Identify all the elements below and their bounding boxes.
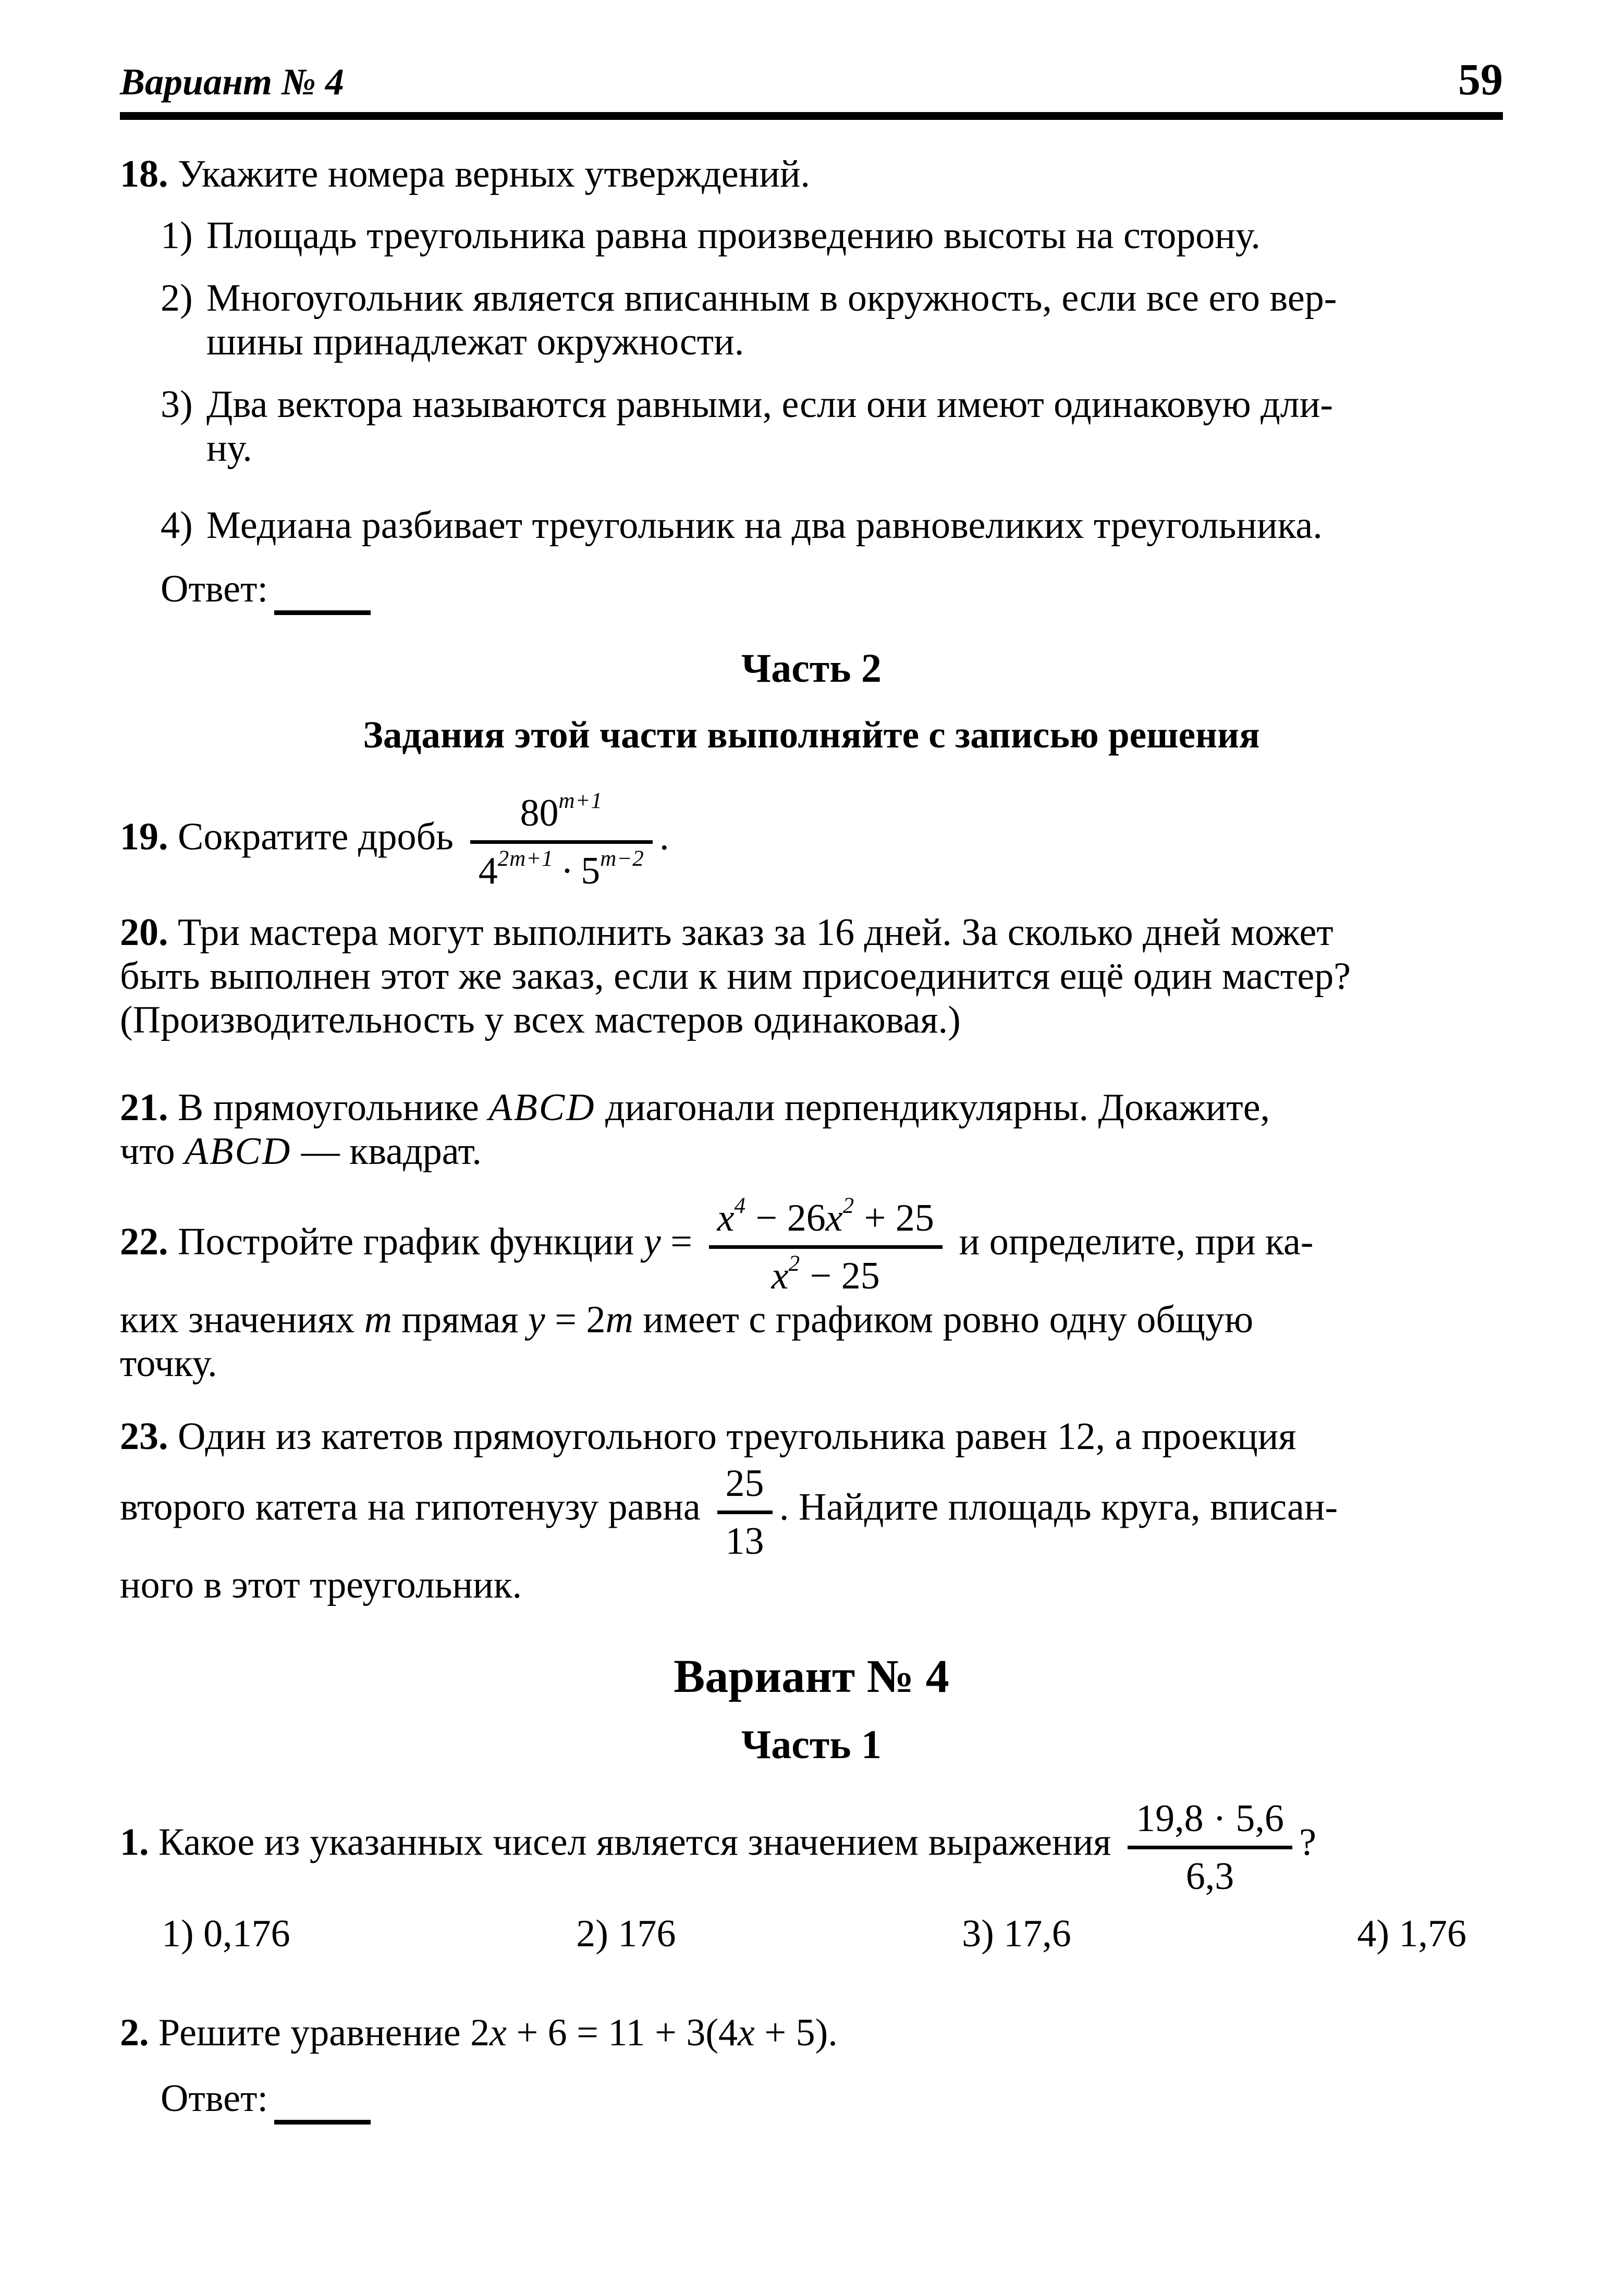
question-19 bbox=[120, 788, 1503, 893]
math-var: m bbox=[605, 1298, 633, 1341]
question-text: диагонали перпендикулярны. Докажите, bbox=[605, 1086, 1270, 1129]
question-line bbox=[120, 1086, 1503, 1129]
list-item bbox=[161, 276, 1503, 364]
fraction bbox=[1128, 1794, 1292, 1898]
question-text: — квадрат. bbox=[301, 1130, 482, 1173]
question-2 bbox=[120, 2011, 1503, 2055]
header-rule bbox=[120, 112, 1503, 120]
question-text: Решите уравнение 2 bbox=[158, 2011, 490, 2054]
term: − 25 bbox=[800, 1255, 880, 1297]
question-text: Сократите дробь bbox=[178, 815, 454, 858]
answer-label: Ответ: bbox=[161, 568, 268, 610]
running-title: Вариант № 4 bbox=[120, 61, 344, 103]
exponent: 4 bbox=[734, 1194, 747, 1218]
question-text: второго катета на гипотенузу равна bbox=[120, 1485, 701, 1529]
punctuation: . bbox=[659, 815, 669, 858]
exponent: 2m+1 bbox=[497, 846, 554, 871]
question-text: Какое из указанных чисел является значением выражения bbox=[158, 1821, 1111, 1864]
option bbox=[962, 1912, 1071, 1956]
part-2-subtitle: Задания этой части выполняйте с записью решения bbox=[363, 714, 1260, 756]
item-marker: 4) bbox=[161, 504, 193, 547]
question-text: Постройте график функции bbox=[178, 1220, 634, 1263]
option-marker: 1) bbox=[162, 1912, 194, 1955]
question-text: что bbox=[120, 1130, 175, 1173]
question-1 bbox=[120, 1794, 1503, 1898]
question-23 bbox=[120, 1415, 1503, 1607]
question-number: 20. bbox=[120, 911, 168, 954]
fraction bbox=[717, 1458, 773, 1563]
question-line bbox=[120, 1415, 1503, 1458]
question-text: В прямоугольнике bbox=[178, 1086, 479, 1129]
exponent: 2 bbox=[788, 1251, 801, 1276]
exponent: m+1 bbox=[558, 789, 603, 813]
fraction-denominator: 13 bbox=[725, 1520, 764, 1563]
question-text: Один из катетов прямоугольного треугольника равен 12, а проекция bbox=[178, 1415, 1296, 1458]
fraction-numerator: 19,8 · 5,6 bbox=[1128, 1794, 1292, 1849]
question-number: 18. bbox=[120, 153, 168, 195]
equals-sign: = bbox=[670, 1220, 692, 1263]
fraction-numerator bbox=[470, 788, 653, 844]
term: + 6 = 11 + 3(4 bbox=[506, 2011, 738, 2054]
item-line: Многоугольник является вписанным в окружность, если все его вер- bbox=[206, 277, 1337, 320]
option-marker: 3) bbox=[962, 1912, 994, 1955]
item-text bbox=[206, 214, 1261, 257]
fraction-denominator bbox=[470, 844, 653, 893]
item-text bbox=[206, 504, 1323, 547]
option bbox=[576, 1912, 676, 1956]
page-number: 59 bbox=[1458, 54, 1503, 104]
question-20 bbox=[120, 911, 1503, 1042]
answer-blank bbox=[274, 583, 371, 615]
question-number: 2. bbox=[120, 2011, 149, 2054]
question-22 bbox=[120, 1193, 1503, 1385]
exponent: 2 bbox=[842, 1194, 855, 1218]
question-text: прямая bbox=[401, 1298, 519, 1341]
question-text: имеет с графиком ровно одну общую bbox=[643, 1298, 1254, 1341]
fraction-denominator: 6,3 bbox=[1185, 1855, 1234, 1898]
item-line: ну. bbox=[206, 427, 252, 470]
option-value: 0,176 bbox=[203, 1912, 290, 1955]
term: = 2 bbox=[555, 1298, 606, 1341]
math-var: y bbox=[643, 1220, 661, 1263]
option-value: 176 bbox=[618, 1912, 676, 1955]
base: 4 bbox=[478, 850, 498, 892]
option-value: 17,6 bbox=[1004, 1912, 1071, 1955]
term: − 26 bbox=[746, 1197, 826, 1239]
page-header bbox=[120, 54, 1503, 104]
option-marker: 2) bbox=[576, 1912, 608, 1955]
item-line: Площадь треугольника равна произведению высоты на сторону. bbox=[206, 214, 1261, 257]
answer-row bbox=[161, 2077, 1503, 2120]
item-line: Медиана разбивает треугольник на два равновеликих треугольника. bbox=[206, 504, 1323, 547]
fraction-denominator bbox=[709, 1249, 943, 1298]
options-row bbox=[120, 1912, 1503, 1956]
math-var: x bbox=[738, 2011, 755, 2054]
item-text bbox=[206, 383, 1333, 470]
list-item bbox=[161, 214, 1503, 257]
option bbox=[1357, 1912, 1466, 1956]
math-var: m bbox=[364, 1298, 393, 1341]
multiplication-dot: · bbox=[560, 850, 574, 892]
question-line: ного в этот треугольник. bbox=[120, 1564, 522, 1606]
question-number: 23. bbox=[120, 1415, 168, 1458]
base: 5 bbox=[581, 850, 601, 892]
question-18-title bbox=[120, 152, 1503, 196]
question-number: 19. bbox=[120, 815, 168, 858]
question-text: Укажите номера верных утверждений. bbox=[178, 153, 810, 195]
question-line bbox=[120, 1458, 1503, 1563]
question-line: (Производительность у всех мастеров одинаковая.) bbox=[120, 999, 961, 1041]
item-marker: 3) bbox=[161, 383, 193, 426]
term: + 5). bbox=[754, 2011, 838, 2054]
question-number: 1. bbox=[120, 1821, 149, 1864]
item-marker: 2) bbox=[161, 277, 193, 320]
fraction bbox=[709, 1193, 943, 1298]
statement-list bbox=[120, 214, 1503, 547]
fraction-numerator: 25 bbox=[717, 1458, 773, 1514]
question-line: точку. bbox=[120, 1342, 217, 1385]
answer-blank bbox=[274, 2093, 371, 2125]
question-line bbox=[120, 1129, 1503, 1173]
question-number: 22. bbox=[120, 1220, 168, 1263]
question-line bbox=[120, 1193, 1503, 1298]
question-line: быть выполнен этот же заказ, если к ним присоединится ещё один мастер? bbox=[120, 955, 1351, 998]
equation bbox=[158, 2011, 838, 2054]
question-text: Три мастера могут выполнить заказ за 16 дней. За сколько дней может bbox=[178, 911, 1333, 954]
question-line bbox=[120, 1298, 1503, 1342]
list-item bbox=[161, 383, 1503, 470]
term: + 25 bbox=[854, 1197, 934, 1239]
math-var: x bbox=[490, 2011, 507, 2054]
option bbox=[162, 1912, 290, 1956]
question-line bbox=[120, 911, 1503, 954]
question-text: . Найдите площадь круга, вписан- bbox=[779, 1485, 1338, 1529]
item-marker: 1) bbox=[161, 214, 193, 257]
question-text: ких значениях bbox=[120, 1298, 355, 1341]
math-var: ABCD bbox=[185, 1130, 292, 1173]
exponent: m−2 bbox=[600, 846, 644, 871]
math-var: x bbox=[717, 1197, 735, 1239]
item-line: шины принадлежат окружности. bbox=[206, 321, 744, 363]
part-2-heading: Часть 2 bbox=[741, 645, 882, 691]
punctuation: ? bbox=[1299, 1821, 1316, 1864]
list-item bbox=[161, 504, 1503, 547]
fraction-numerator bbox=[709, 1193, 943, 1249]
answer-label: Ответ: bbox=[161, 2077, 268, 2120]
item-text bbox=[206, 276, 1337, 364]
option-marker: 4) bbox=[1357, 1912, 1389, 1955]
question-21 bbox=[120, 1086, 1503, 1173]
question-text: и определите, при ка- bbox=[959, 1220, 1314, 1263]
option-value: 1,76 bbox=[1399, 1912, 1466, 1955]
base: 80 bbox=[520, 792, 559, 834]
math-var: x bbox=[771, 1255, 789, 1297]
fraction bbox=[470, 788, 653, 893]
part-1-heading: Часть 1 bbox=[741, 1722, 882, 1767]
math-var: x bbox=[825, 1197, 843, 1239]
variant-4-heading: Вариант № 4 bbox=[674, 1651, 949, 1702]
math-var: ABCD bbox=[488, 1086, 596, 1129]
math-var: y bbox=[528, 1298, 545, 1341]
item-line: Два вектора называются равными, если они имеют одинаковую дли- bbox=[206, 383, 1333, 426]
answer-row bbox=[161, 567, 1503, 611]
question-number: 21. bbox=[120, 1086, 168, 1129]
